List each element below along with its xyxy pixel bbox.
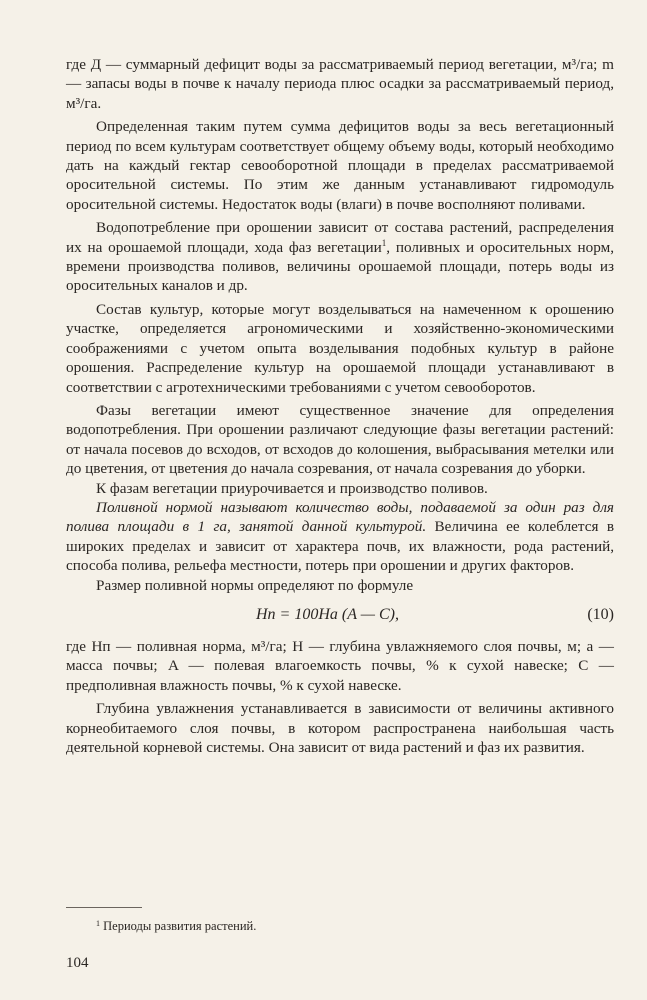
paragraph-10: Глубина увлажнения устанавливается в зависимости от величины активного корнеобитаемого слоя почвы, в котором распространена наибольшая часть деятельной корневой системы. Она зависит от вида растений и фаз их развития. — [66, 700, 614, 756]
paragraph-4: Состав культур, которые могут возделываться на намеченном к орошению участке, определяется агрономическими и хозяйственно-экономическими соображениями с учетом опыта возделывания подобных культур в районе орошения. Распределение культур на орошаемой площади устанавливают в соответствии с агротехническими требованиями с учетом севооборотов. — [66, 300, 614, 396]
formula-number: (10) — [587, 605, 614, 623]
paragraph-3 — [66, 218, 614, 296]
formula-expression: Hп = 100Ha (A — C), — [256, 605, 399, 623]
page-number: 104 — [66, 955, 89, 971]
formula-10 — [66, 601, 614, 629]
footnote-text: Периоды развития растений. — [103, 919, 257, 933]
footnote-divider — [66, 907, 142, 908]
footnote-marker: 1 — [381, 237, 387, 248]
paragraph-1: где Д — суммарный дефицит воды за рассматриваемый период вегетации, м³/га; m — запасы воды в почве к началу периода плюс осадки за рассматриваемый период, м³/га. — [66, 56, 614, 112]
paragraph-5: Фазы вегетации имеют существенное значение для определения водопотребления. При орошении различают следующие фазы вегетации растений: от начала посевов до всходов, от всходов до колошения, выбрасывания метелки или до цветения, от цветения до начала созревания, от начала созревания до уборки. — [66, 401, 614, 478]
paragraph-6: К фазам вегетации приурочивается и производство поливов. — [96, 479, 488, 497]
paragraph-7 — [66, 498, 614, 576]
paragraph-7-rest: Величина ее колеблется в широких пределах и зависит от характера почв, их влажности, рода растений, способа полива, рельефа местности, потерь при орошении и других факторов. — [66, 518, 614, 575]
footnote — [96, 919, 256, 934]
paragraph-8: Размер поливной нормы определяют по формуле — [96, 576, 414, 594]
paragraph-3-part-1: Водопотребление при орошении зависит от состава растений, распределения их на орошаемой площади, хода фаз вегетации — [66, 219, 614, 256]
body-text — [66, 55, 614, 757]
paragraph-2: Определенная таким путем сумма дефицитов воды за весь вегетационный период по всем культурам соответствует общему объему воды, который необходимо дать на каждый гектар севооборотной площади в пределах рассматриваемой оросительной системы. По этим же данным устанавливают гидромодуль оросительной системы. Недостаток воды (влаги) в почве восполняют поливами. — [66, 118, 614, 213]
paragraph-3-part-2: , поливных и оросительных норм, времени производства поливов, величины орошаемой площади, потерь воды из оросительных каналов и др. — [66, 238, 614, 295]
paragraph-9: где Hп — поливная норма, м³/га; H — глубина увлажняемого слоя почвы, м; a — масса почвы; A — полевая влагоемкость почвы, % к сухой навеске; C — предполивная влажность почвы, % к сухой навеске. — [66, 637, 614, 694]
footnote-number: 1 — [96, 919, 100, 928]
definition-italic: Поливной нормой называют количество воды, подаваемой за один раз для полива площади в 1 га, занятой данной культурой. — [66, 498, 614, 536]
